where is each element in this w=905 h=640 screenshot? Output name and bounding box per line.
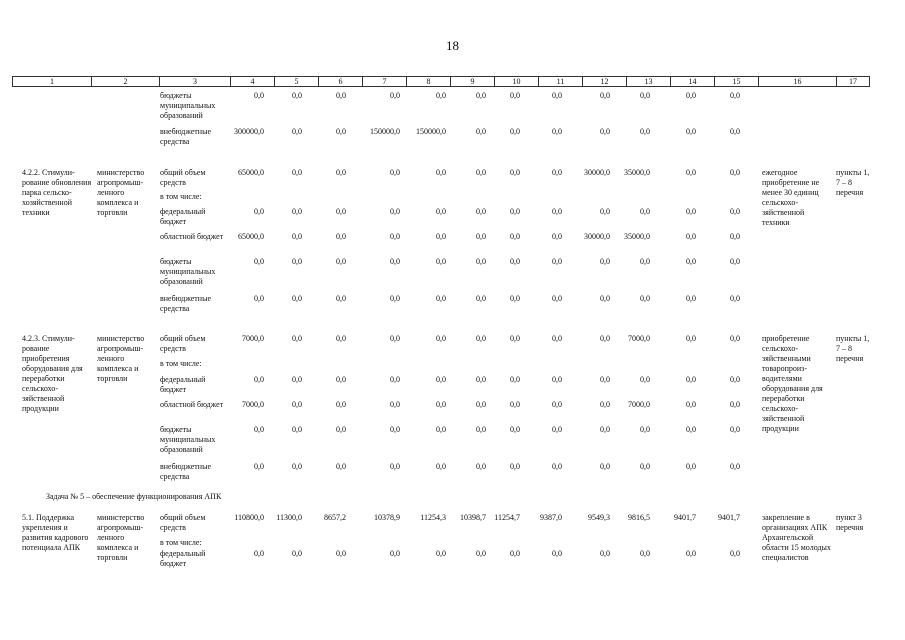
- cell-value: 0,0: [476, 168, 486, 177]
- cell-value: 0,0: [292, 425, 302, 434]
- cell-value: 0,0: [510, 168, 520, 177]
- row-label: в том числе:: [160, 192, 202, 201]
- column-number: 14: [671, 77, 715, 87]
- column-number: 3: [160, 77, 231, 87]
- cell-value: 0,0: [254, 294, 264, 303]
- cell-value: 9816,5: [628, 513, 650, 522]
- cell-value: 0,0: [640, 375, 650, 384]
- cell-value: 9401,7: [718, 513, 740, 522]
- column-number: 13: [627, 77, 671, 87]
- cell-value: 0,0: [436, 400, 446, 409]
- column-number: 17: [837, 77, 870, 87]
- cell-value: 300000,0: [234, 127, 264, 136]
- cell-value: 0,0: [292, 462, 302, 471]
- cell-value: 0,0: [640, 91, 650, 100]
- cell-value: 0,0: [510, 91, 520, 100]
- column-number: 6: [319, 77, 363, 87]
- row-label: внебюджетные средства: [160, 127, 211, 146]
- cell-value: 65000,0: [238, 168, 264, 177]
- cell-value: 0,0: [292, 400, 302, 409]
- cell-value: 0,0: [390, 400, 400, 409]
- row-label: бюджеты муниципальных образований: [160, 257, 216, 286]
- cell-value: 0,0: [336, 127, 346, 136]
- cell-value: 0,0: [336, 168, 346, 177]
- cell-value: 0,0: [476, 334, 486, 343]
- cell-value: 0,0: [336, 400, 346, 409]
- cell-value: 0,0: [730, 549, 740, 558]
- item-executor: министерство агропромыш-ленного комплекса и торговли: [97, 168, 145, 217]
- cell-value: 0,0: [730, 91, 740, 100]
- cell-value: 0,0: [640, 127, 650, 136]
- column-number: 4: [231, 77, 275, 87]
- item-reference: пункты 1, 7 – 8 перечня: [836, 334, 870, 363]
- cell-value: 0,0: [600, 375, 610, 384]
- cell-value: 0,0: [436, 334, 446, 343]
- cell-value: 0,0: [600, 425, 610, 434]
- cell-value: 0,0: [730, 334, 740, 343]
- cell-value: 0,0: [336, 91, 346, 100]
- cell-value: 0,0: [552, 462, 562, 471]
- cell-value: 10398,7: [460, 513, 486, 522]
- cell-value: 0,0: [686, 425, 696, 434]
- cell-value: 0,0: [686, 91, 696, 100]
- cell-value: 150000,0: [370, 127, 400, 136]
- cell-value: 0,0: [336, 257, 346, 266]
- cell-value: 0,0: [730, 127, 740, 136]
- column-number: 15: [715, 77, 759, 87]
- cell-value: 0,0: [292, 127, 302, 136]
- cell-value: 0,0: [510, 294, 520, 303]
- cell-value: 0,0: [390, 294, 400, 303]
- column-number: 11: [539, 77, 583, 87]
- cell-value: 0,0: [510, 375, 520, 384]
- cell-value: 0,0: [336, 425, 346, 434]
- cell-value: 0,0: [730, 294, 740, 303]
- row-label: бюджеты муниципальных образований: [160, 91, 216, 120]
- cell-value: 0,0: [390, 462, 400, 471]
- cell-value: 7000,0: [628, 334, 650, 343]
- item-executor: министерство агропромыш-ленного комплекса и торговли: [97, 334, 145, 383]
- cell-value: 0,0: [292, 549, 302, 558]
- cell-value: 0,0: [476, 375, 486, 384]
- row-label: областной бюджет: [160, 400, 224, 409]
- column-number: 10: [495, 77, 539, 87]
- cell-value: 0,0: [436, 257, 446, 266]
- item-title: 4.2.2. Стимули-рование обновления парка сельско-хозяйственной техники: [22, 168, 92, 217]
- item-reference: пункт 3 перечня: [836, 513, 864, 532]
- cell-value: 10378,9: [374, 513, 400, 522]
- cell-value: 0,0: [390, 257, 400, 266]
- cell-value: 0,0: [552, 127, 562, 136]
- row-label: в том числе:: [160, 359, 202, 368]
- cell-value: 0,0: [552, 168, 562, 177]
- cell-value: 0,0: [476, 257, 486, 266]
- cell-value: 0,0: [686, 400, 696, 409]
- column-number: 12: [583, 77, 627, 87]
- column-number: 8: [407, 77, 451, 87]
- cell-value: 0,0: [390, 232, 400, 241]
- cell-value: 0,0: [436, 91, 446, 100]
- cell-value: 0,0: [686, 549, 696, 558]
- cell-value: 0,0: [730, 375, 740, 384]
- cell-value: 0,0: [336, 375, 346, 384]
- cell-value: 11254,3: [420, 513, 446, 522]
- cell-value: 0,0: [640, 257, 650, 266]
- column-number: 9: [451, 77, 495, 87]
- row-label: областной бюджет: [160, 232, 224, 241]
- row-label: внебюджетные средства: [160, 462, 211, 481]
- cell-value: 0,0: [292, 334, 302, 343]
- cell-value: 0,0: [436, 294, 446, 303]
- cell-value: 110800,0: [234, 513, 264, 522]
- cell-value: 0,0: [730, 168, 740, 177]
- cell-value: 0,0: [600, 257, 610, 266]
- item-expected-result: ежегодное приобретение не менее 30 единиц сельскохо-зяйственной техники: [762, 168, 820, 227]
- cell-value: 0,0: [292, 207, 302, 216]
- cell-value: 0,0: [552, 334, 562, 343]
- column-number-header: [12, 76, 870, 87]
- cell-value: 0,0: [510, 257, 520, 266]
- cell-value: 0,0: [476, 549, 486, 558]
- cell-value: 0,0: [436, 207, 446, 216]
- cell-value: 8657,2: [324, 513, 346, 522]
- cell-value: 0,0: [476, 425, 486, 434]
- cell-value: 0,0: [254, 375, 264, 384]
- column-number: 1: [13, 77, 92, 87]
- cell-value: 0,0: [600, 91, 610, 100]
- cell-value: 0,0: [640, 425, 650, 434]
- cell-value: 0,0: [510, 425, 520, 434]
- cell-value: 0,0: [600, 549, 610, 558]
- page-number: 18: [446, 38, 459, 53]
- cell-value: 0,0: [436, 425, 446, 434]
- task-heading: Задача № 5 – обеспечение функционирования АПК: [46, 492, 222, 501]
- cell-value: 0,0: [390, 375, 400, 384]
- cell-value: 0,0: [552, 232, 562, 241]
- item-expected-result: приобретение сельскохо-зяйственными товаропроиз-водителями оборудования для переработки сельскохо-зяйственной продукции: [762, 334, 823, 433]
- item-reference: пункты 1, 7 – 8 перечня: [836, 168, 870, 197]
- item-title: 5.1. Поддержка укрепления и развития кадрового потенциала АПК: [22, 513, 89, 552]
- cell-value: 0,0: [686, 207, 696, 216]
- cell-value: 30000,0: [584, 232, 610, 241]
- cell-value: 0,0: [686, 257, 696, 266]
- cell-value: 0,0: [292, 91, 302, 100]
- cell-value: 0,0: [552, 207, 562, 216]
- cell-value: 0,0: [254, 549, 264, 558]
- cell-value: 7000,0: [628, 400, 650, 409]
- cell-value: 0,0: [686, 462, 696, 471]
- cell-value: 0,0: [292, 375, 302, 384]
- cell-value: 0,0: [476, 232, 486, 241]
- cell-value: 0,0: [510, 232, 520, 241]
- cell-value: 0,0: [510, 549, 520, 558]
- cell-value: 0,0: [254, 462, 264, 471]
- cell-value: 0,0: [600, 207, 610, 216]
- cell-value: 0,0: [476, 207, 486, 216]
- cell-value: 0,0: [600, 334, 610, 343]
- cell-value: 0,0: [552, 257, 562, 266]
- cell-value: 0,0: [390, 91, 400, 100]
- cell-value: 0,0: [640, 462, 650, 471]
- cell-value: 0,0: [686, 127, 696, 136]
- column-number: 16: [759, 77, 837, 87]
- cell-value: 0,0: [730, 425, 740, 434]
- cell-value: 0,0: [292, 294, 302, 303]
- cell-value: 0,0: [686, 232, 696, 241]
- cell-value: 0,0: [436, 168, 446, 177]
- cell-value: 0,0: [686, 168, 696, 177]
- cell-value: 0,0: [254, 425, 264, 434]
- cell-value: 0,0: [640, 294, 650, 303]
- cell-value: 0,0: [730, 207, 740, 216]
- cell-value: 0,0: [510, 400, 520, 409]
- cell-value: 35000,0: [624, 232, 650, 241]
- cell-value: 30000,0: [584, 168, 610, 177]
- cell-value: 0,0: [600, 127, 610, 136]
- cell-value: 0,0: [336, 207, 346, 216]
- cell-value: 0,0: [686, 375, 696, 384]
- cell-value: 0,0: [640, 207, 650, 216]
- cell-value: 9549,3: [588, 513, 610, 522]
- cell-value: 0,0: [476, 294, 486, 303]
- cell-value: 0,0: [730, 257, 740, 266]
- row-label: в том числе:: [160, 538, 202, 547]
- cell-value: 0,0: [552, 375, 562, 384]
- row-label: бюджеты муниципальных образований: [160, 425, 216, 454]
- cell-value: 0,0: [730, 462, 740, 471]
- cell-value: 9387,0: [540, 513, 562, 522]
- cell-value: 0,0: [336, 549, 346, 558]
- row-label: федеральный бюджет: [160, 549, 206, 568]
- item-expected-result: закрепление в организациях АПК Архангельской области 15 молодых специалистов: [762, 513, 831, 562]
- cell-value: 0,0: [292, 257, 302, 266]
- cell-value: 0,0: [510, 462, 520, 471]
- cell-value: 0,0: [476, 462, 486, 471]
- cell-value: 0,0: [390, 549, 400, 558]
- cell-value: 0,0: [390, 334, 400, 343]
- cell-value: 0,0: [600, 462, 610, 471]
- cell-value: 0,0: [254, 257, 264, 266]
- cell-value: 7000,0: [242, 400, 264, 409]
- cell-value: 0,0: [436, 375, 446, 384]
- cell-value: 0,0: [254, 91, 264, 100]
- cell-value: 0,0: [336, 462, 346, 471]
- column-number: 7: [363, 77, 407, 87]
- cell-value: 65000,0: [238, 232, 264, 241]
- cell-value: 0,0: [336, 334, 346, 343]
- cell-value: 0,0: [510, 207, 520, 216]
- cell-value: 0,0: [730, 400, 740, 409]
- cell-value: 0,0: [552, 425, 562, 434]
- cell-value: 0,0: [476, 400, 486, 409]
- cell-value: 0,0: [336, 232, 346, 241]
- row-label: общий объем средств: [160, 168, 206, 187]
- item-title: 4.2.3. Стимули-рование приобретения оборудования для переработки сельскохо-зяйственной продукции: [22, 334, 83, 413]
- cell-value: 0,0: [510, 334, 520, 343]
- cell-value: 9401,7: [674, 513, 696, 522]
- cell-value: 0,0: [686, 334, 696, 343]
- cell-value: 11254,7: [494, 513, 520, 522]
- row-label: внебюджетные средства: [160, 294, 211, 313]
- cell-value: 0,0: [390, 168, 400, 177]
- cell-value: 0,0: [552, 91, 562, 100]
- column-number: 5: [275, 77, 319, 87]
- cell-value: 0,0: [390, 425, 400, 434]
- cell-value: 0,0: [552, 294, 562, 303]
- row-label: федеральный бюджет: [160, 207, 206, 226]
- column-number: 2: [92, 77, 160, 87]
- cell-value: 0,0: [436, 549, 446, 558]
- row-label: общий объем средств: [160, 334, 206, 353]
- cell-value: 0,0: [254, 207, 264, 216]
- cell-value: 0,0: [436, 462, 446, 471]
- cell-value: 0,0: [510, 127, 520, 136]
- cell-value: 0,0: [552, 549, 562, 558]
- cell-value: 0,0: [390, 207, 400, 216]
- cell-value: 7000,0: [242, 334, 264, 343]
- cell-value: 0,0: [476, 91, 486, 100]
- cell-value: 0,0: [640, 549, 650, 558]
- cell-value: 0,0: [686, 294, 696, 303]
- cell-value: 0,0: [552, 400, 562, 409]
- cell-value: 0,0: [600, 400, 610, 409]
- cell-value: 0,0: [336, 294, 346, 303]
- row-label: общий объем средств: [160, 513, 206, 532]
- cell-value: 0,0: [292, 168, 302, 177]
- cell-value: 0,0: [292, 232, 302, 241]
- item-executor: министерство агропромыш-ленного комплекса и торговли: [97, 513, 145, 562]
- cell-value: 150000,0: [416, 127, 446, 136]
- cell-value: 0,0: [730, 232, 740, 241]
- cell-value: 35000,0: [624, 168, 650, 177]
- cell-value: 0,0: [436, 232, 446, 241]
- cell-value: 0,0: [600, 294, 610, 303]
- row-label: федеральный бюджет: [160, 375, 206, 394]
- cell-value: 11300,0: [276, 513, 302, 522]
- cell-value: 0,0: [476, 127, 486, 136]
